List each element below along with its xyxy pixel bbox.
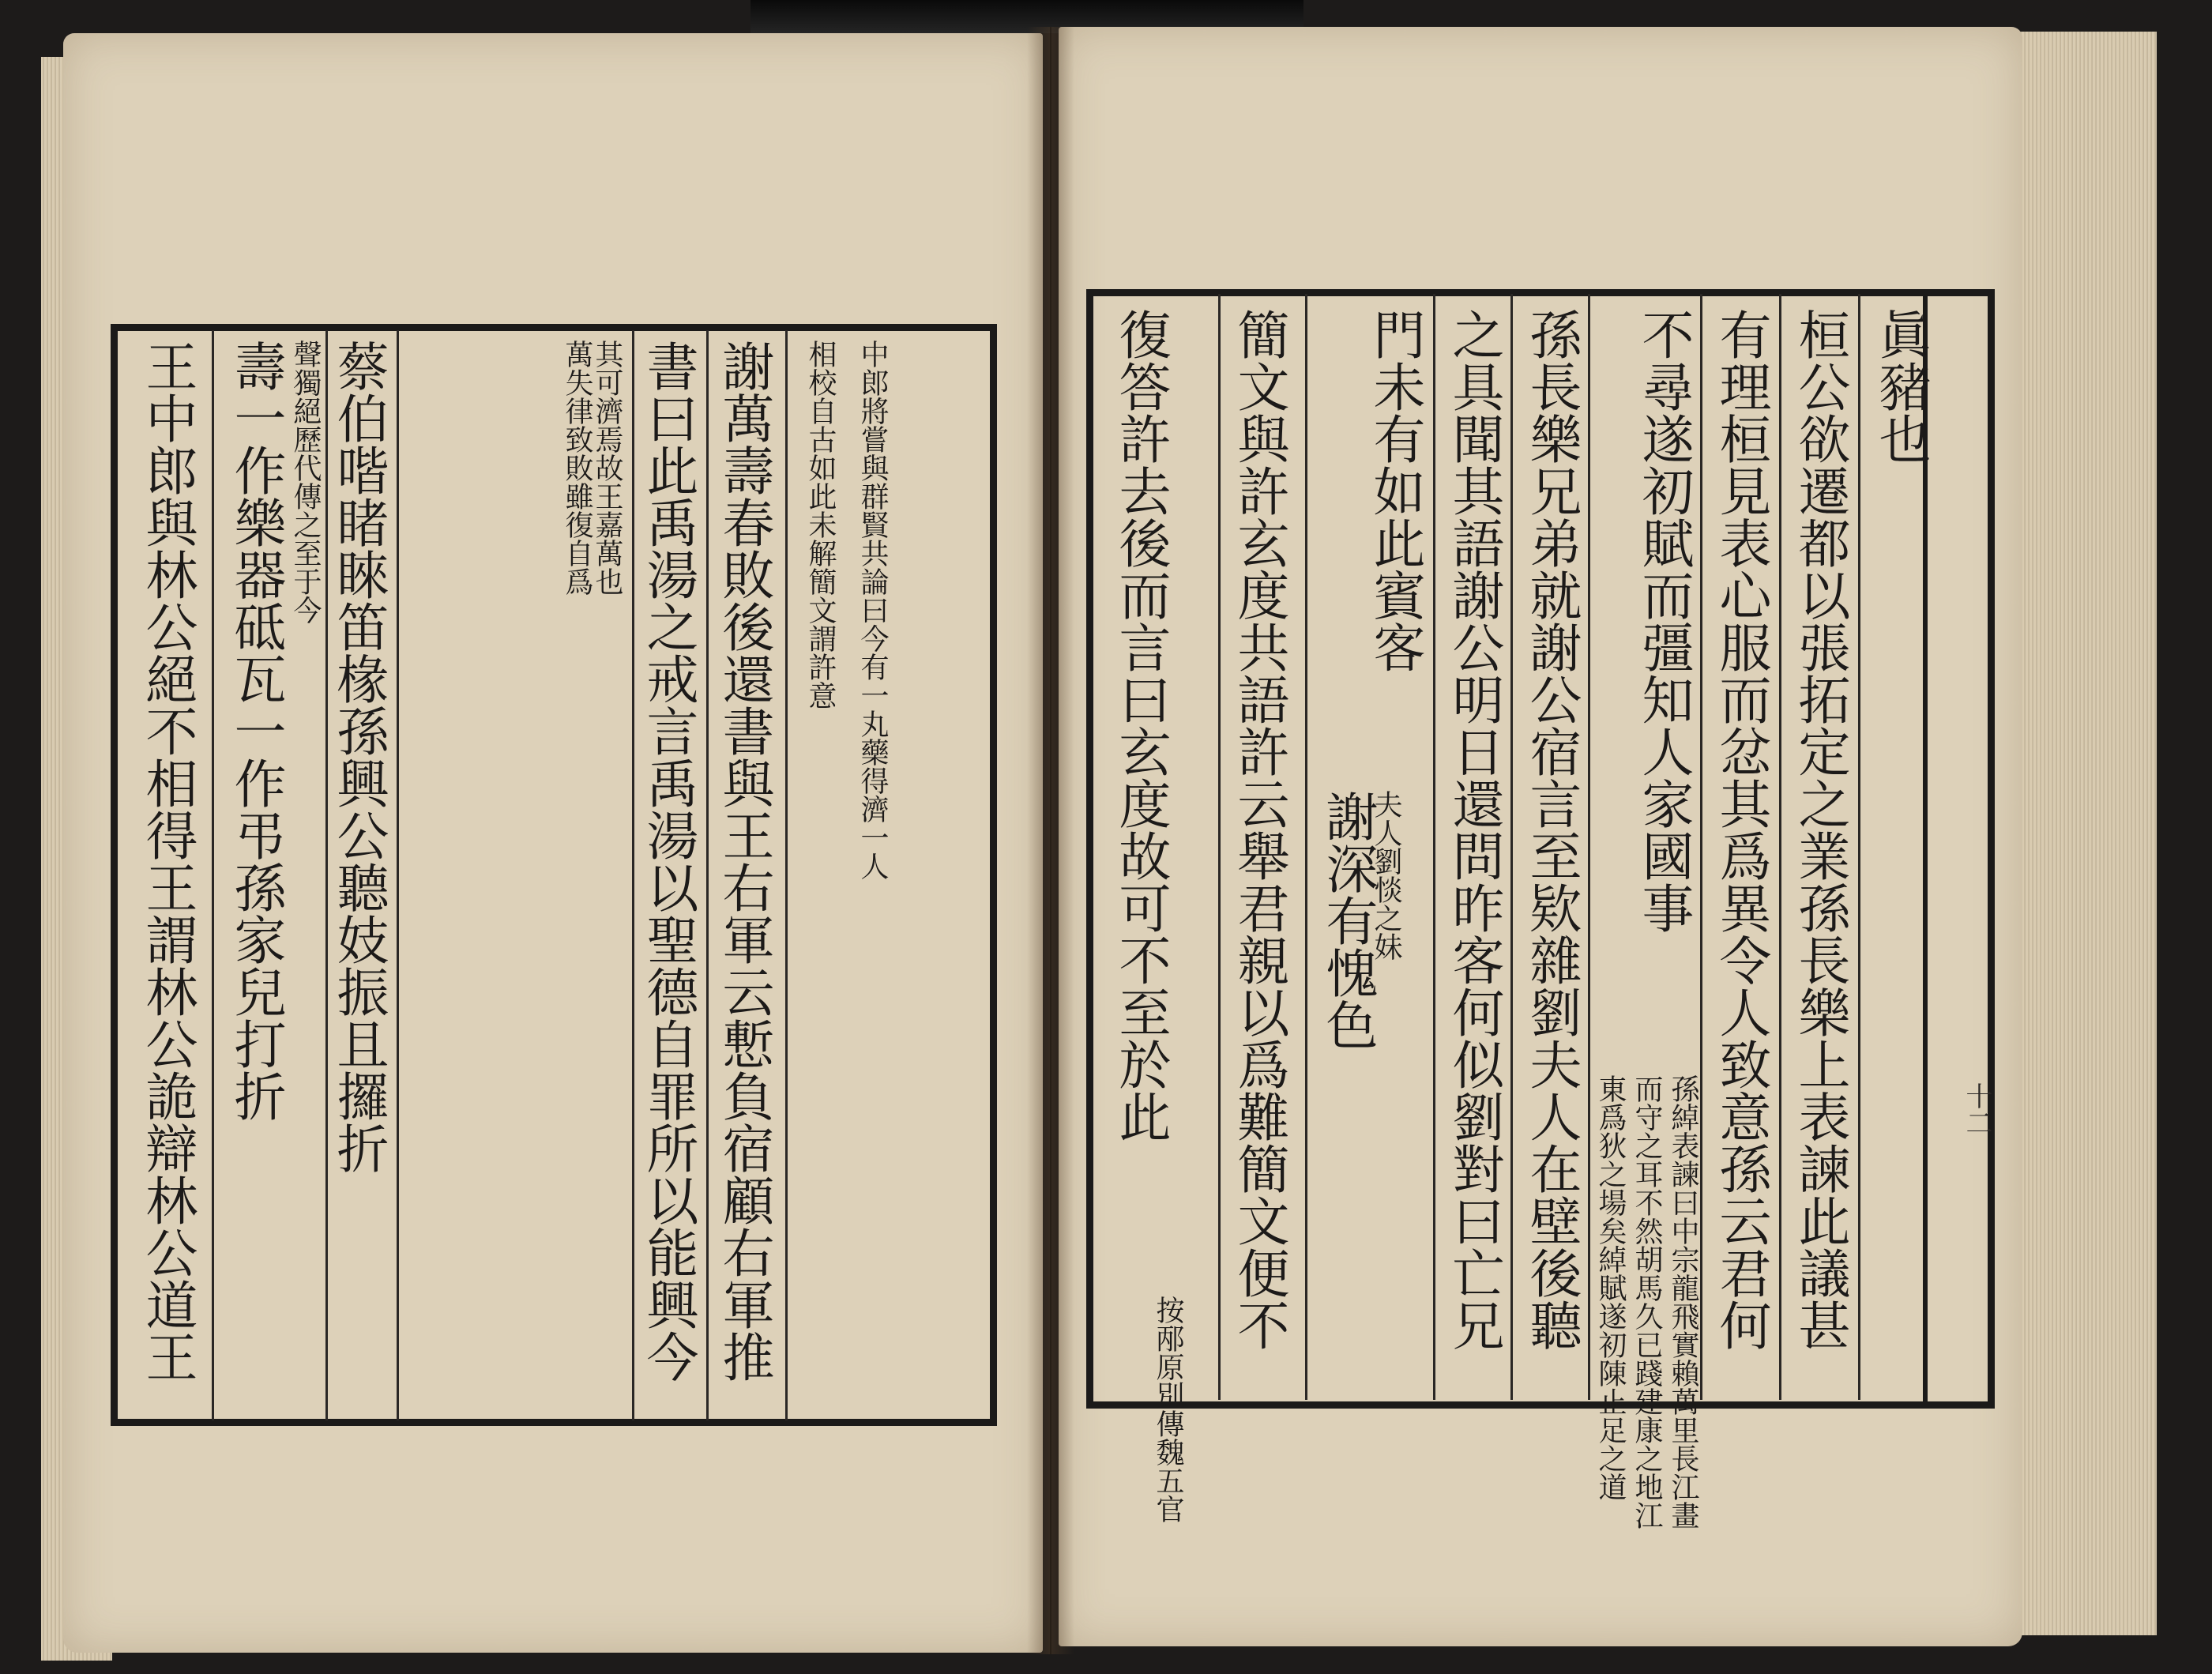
left-column-10: 中郎將嘗與群賢共論曰今有一丸藥得濟一人: [856, 340, 889, 880]
column-rule: [1305, 294, 1307, 1400]
right-column-12: 謝深有愧色: [1317, 790, 1378, 1051]
column-rule: [632, 330, 634, 1420]
column-rule: [1218, 294, 1221, 1400]
right-column-9: 之具聞其語謝公明日還問昨客何似劉對曰亡兄: [1443, 308, 1504, 1351]
left-column-4: 蔡伯喈睹睞笛椽孫興公聽妓振且攞折: [328, 340, 389, 1174]
right-column-4: 不尋遂初賦而彊知人家國事: [1633, 308, 1694, 934]
right-column-10: 門未有如此賓客: [1364, 308, 1425, 673]
column-rule: [1433, 294, 1435, 1400]
book-gutter: [1027, 27, 1074, 1654]
left-column-6: 其可濟焉故王嘉萬也: [591, 340, 623, 596]
column-rule: [785, 330, 788, 1420]
right-column-6: 而守之耳不然胡馬久已踐建康之地江: [1631, 1074, 1663, 1529]
right-column-3: 有理桓見表心服而忿其爲異令人致意孫云君何: [1710, 308, 1771, 1351]
left-column-3: 聲獨絕歷代傳之至于今: [289, 340, 322, 624]
left-column-8: 謝萬壽春敗後還書與王右軍云慙負宿顧右軍推: [713, 340, 774, 1382]
column-rule: [1700, 294, 1702, 1400]
right-column-15: 按邴原別傳魏五官: [1152, 1296, 1184, 1523]
right-column-13: 簡文與許玄度共語許云舉君親以爲難簡文便不: [1228, 308, 1289, 1351]
right-column-14: 復答許去後而言曰玄度故可不至於此: [1110, 308, 1171, 1142]
left-column-1: 王中郎與林公絕不相得王謂林公詭辯林公道王: [137, 340, 198, 1382]
column-rule: [1510, 294, 1513, 1400]
column-rule: [1858, 294, 1860, 1400]
left-column-2: 壽一作樂器砥瓦一作弔孫家兒打折: [225, 340, 286, 1122]
right-column-11: 夫人劉惔之妹: [1370, 790, 1402, 961]
column-rule: [397, 330, 399, 1420]
column-rule: [212, 330, 214, 1420]
right-column-5: 孫綽表諫曰中宗龍飛實賴萬里長江畫: [1667, 1074, 1699, 1529]
right-column-1: 眞豬也: [1870, 308, 1931, 465]
column-rule: [1779, 294, 1781, 1400]
left-column-7: 書曰此禹湯之戒言禹湯以聖德自罪所以能興今: [638, 340, 698, 1382]
folio-number: 十二: [1961, 1082, 1992, 1136]
right-column-7: 東爲狄之場矣綽賦遂初陳止足之道: [1594, 1074, 1627, 1501]
right-column-2: 桓公欲遷都以張拓定之業孫長樂上表諫此議甚: [1789, 308, 1850, 1351]
left-column-5: 萬失律致敗雖復自爲: [561, 340, 593, 596]
column-rule: [706, 330, 709, 1420]
left-column-9: 相校自古如此未解簡文謂許意: [804, 340, 837, 709]
right-page-edges: [1999, 32, 2157, 1635]
right-column-8: 孫長樂兄弟就謝公宿言至欵雜劉夫人在壁後聽: [1521, 308, 1582, 1351]
column-rule: [1588, 294, 1590, 1400]
folio-strip: [1923, 296, 1988, 1401]
